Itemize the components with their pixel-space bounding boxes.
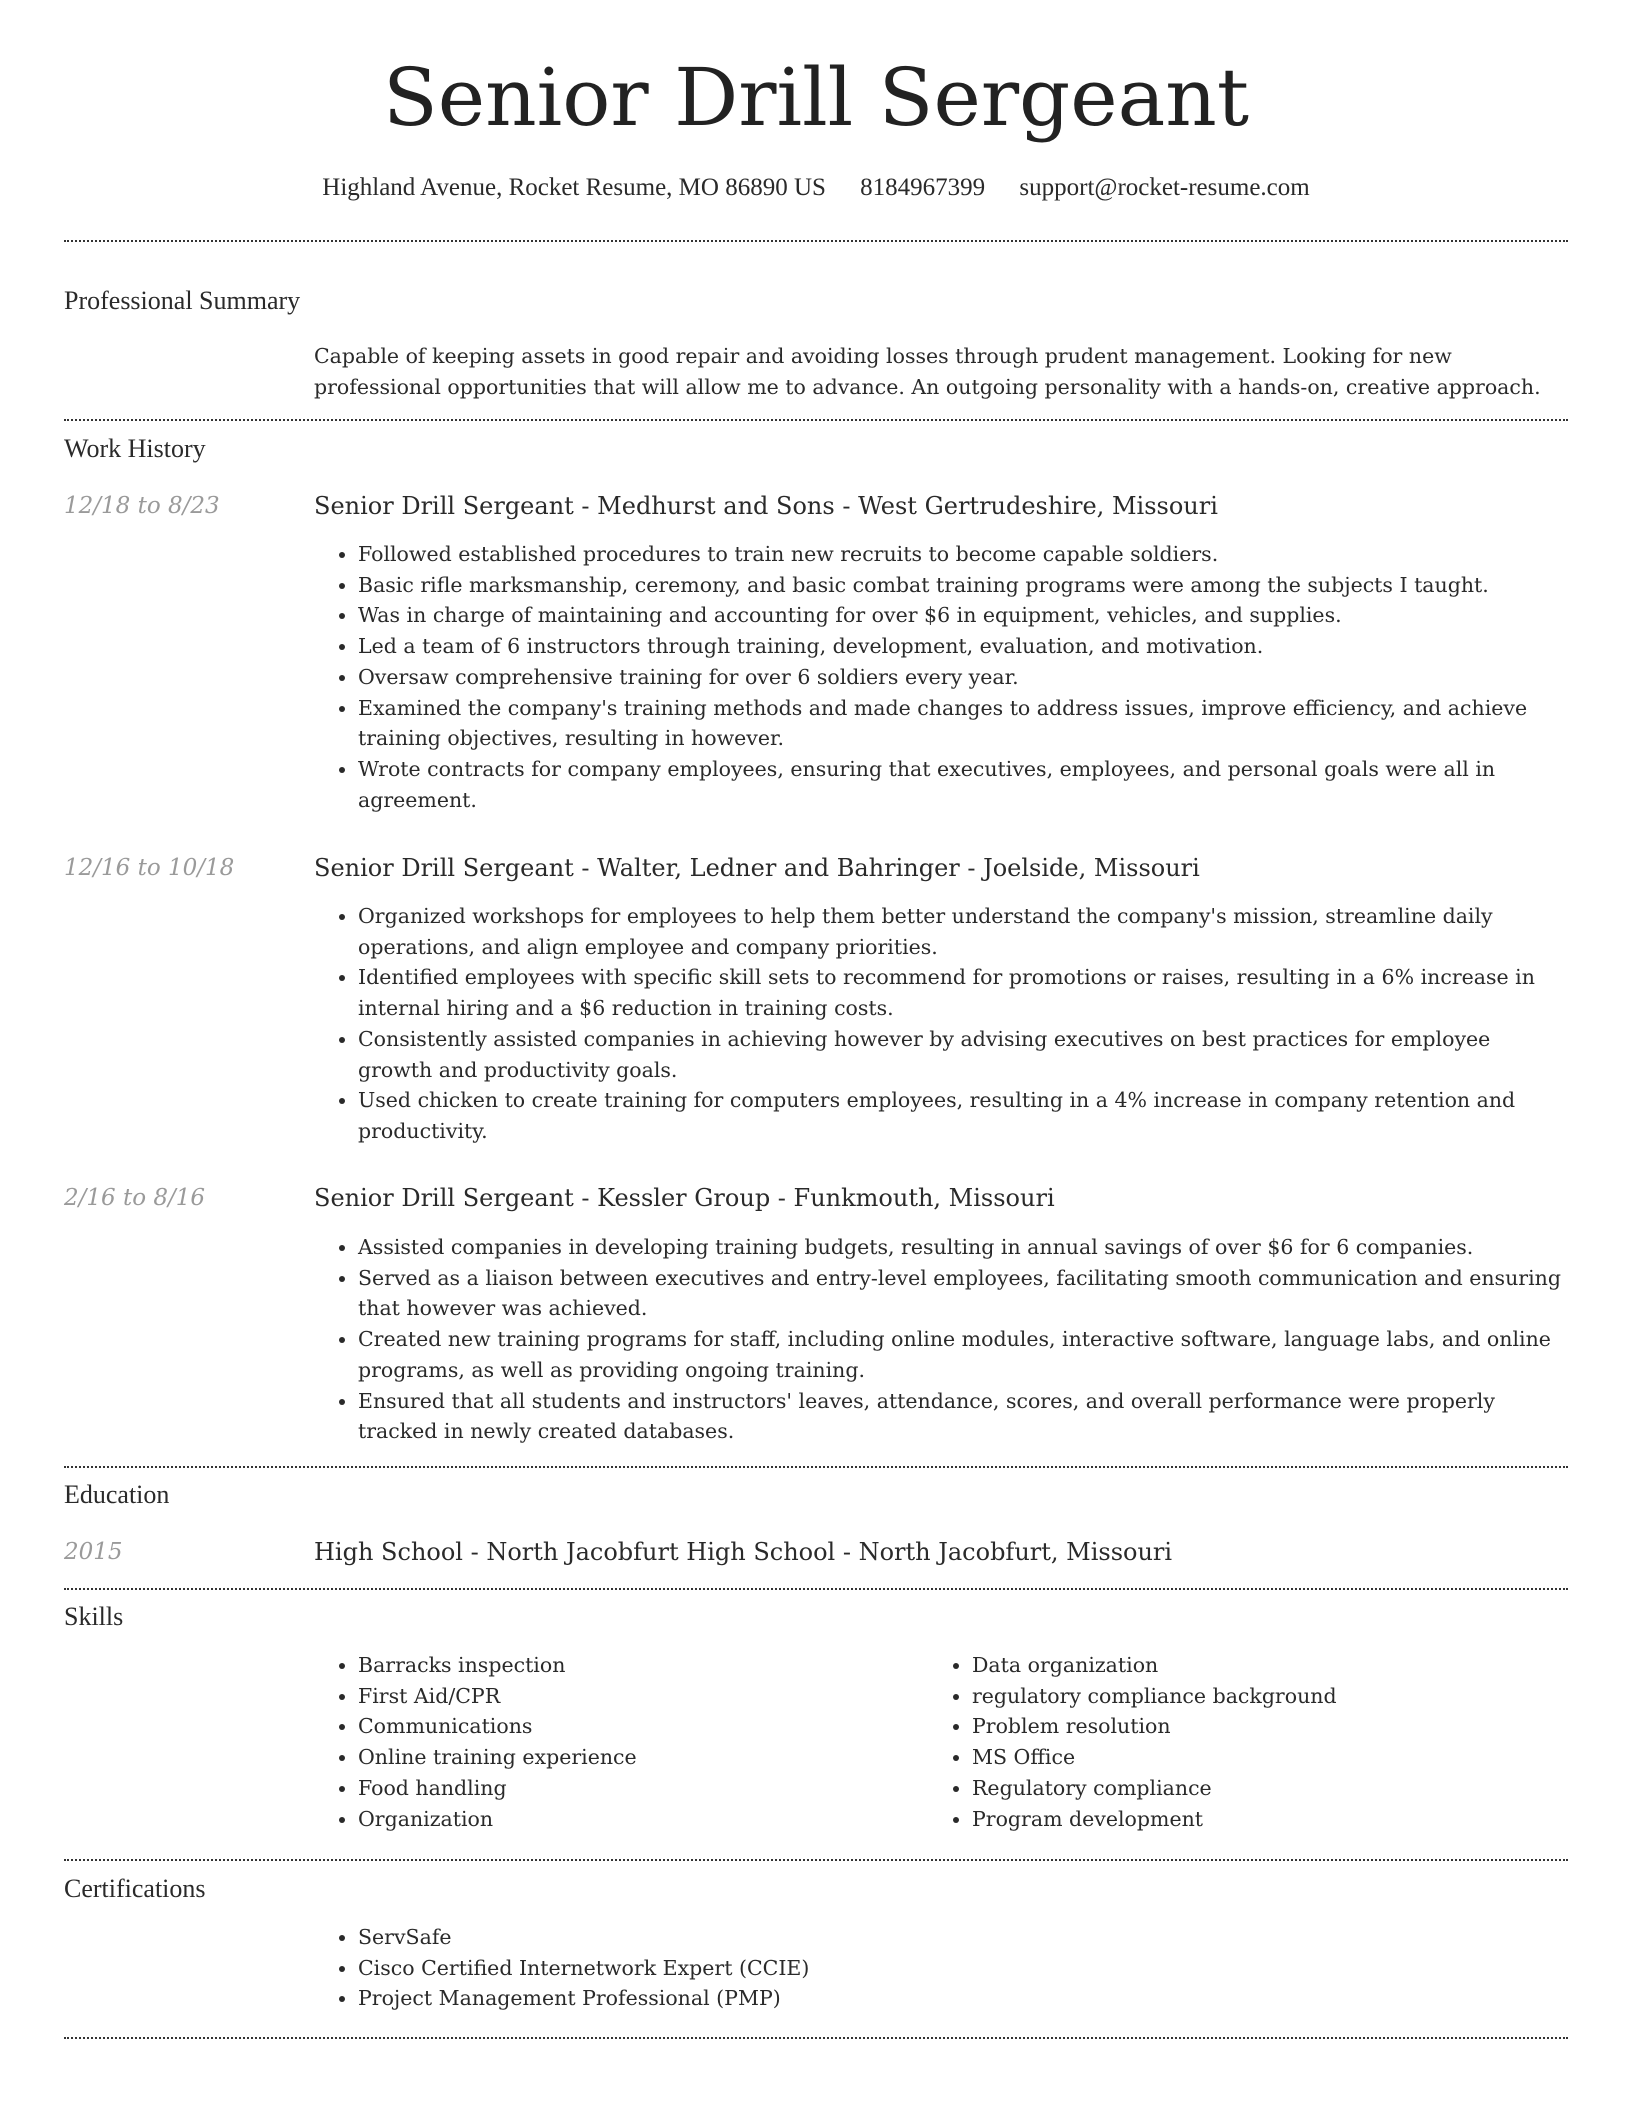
- list-item: • Served as a liaison between executives and entry-level employees, facilitating smooth communication and ensuring that however was achieved.: [358, 1263, 1566, 1324]
- section-divider: [64, 419, 1568, 421]
- contact-phone: 8184967399: [860, 174, 986, 201]
- list-item: • Assisted companies in developing training budgets, resulting in annual savings of over $6 for 6 companies.: [358, 1232, 1566, 1263]
- list-item: • Basic rifle marksmanship, ceremony, and basic combat training programs were among the subjects I taught.: [358, 570, 1566, 601]
- list-item: • Led a team of 6 instructors through training, development, evaluation, and motivation.: [358, 631, 1566, 662]
- education-section-title: Education: [64, 1480, 170, 1509]
- contact-line: [0, 168, 1632, 208]
- list-item: • Created new training programs for staff, including online modules, interactive software, language labs, and online programs, as well as providing ongoing training.: [358, 1324, 1566, 1385]
- list-item: • Wrote contracts for company employees, ensuring that executives, employees, and personal goals were all in agreement.: [358, 754, 1566, 815]
- list-item: • Was in charge of maintaining and accounting for over $6 in equipment, vehicles, and supplies.: [358, 600, 1566, 631]
- education-heading: High School - North Jacobfurt High School - North Jacobfurt, Missouri: [314, 1538, 1173, 1566]
- skills-list-right: [928, 1650, 1548, 1834]
- list-item: • Oversaw comprehensive training for over 6 soldiers every year.: [358, 662, 1566, 693]
- candidate-name: Senior Drill Sergeant: [383, 51, 1249, 144]
- job-dates: 12/18 to 8/23: [64, 493, 220, 519]
- education-year: 2015: [64, 1539, 123, 1565]
- contact-address: Highland Avenue, Rocket Resume, MO 86890 US: [322, 174, 826, 201]
- certifications-list: [314, 1922, 1566, 2014]
- skills-list-left: [314, 1650, 934, 1834]
- job-heading: Senior Drill Sergeant - Kessler Group - Funkmouth, Missouri: [314, 1184, 1055, 1212]
- list-item: • Project Management Professional (PMP): [358, 1983, 1566, 2014]
- contact-email: support@rocket-resume.com: [1019, 174, 1310, 201]
- certifications-section-title: Certifications: [64, 1874, 206, 1903]
- list-item: • Food handling: [358, 1773, 934, 1804]
- section-divider: [64, 1859, 1568, 1861]
- list-item: • regulatory compliance background: [972, 1681, 1548, 1712]
- section-divider: [64, 1466, 1568, 1468]
- list-item: • Organized workshops for employees to help them better understand the company's mission, streamline daily operations, and align employee and company priorities.: [358, 901, 1566, 962]
- job-heading: Senior Drill Sergeant - Medhurst and Sons - West Gertrudeshire, Missouri: [314, 492, 1218, 520]
- job-heading: Senior Drill Sergeant - Walter, Ledner and Bahringer - Joelside, Missouri: [314, 854, 1200, 882]
- list-item: • Followed established procedures to train new recruits to become capable soldiers.: [358, 539, 1566, 570]
- list-item: • Data organization: [972, 1650, 1548, 1681]
- job-dates: 12/16 to 10/18: [64, 855, 235, 881]
- section-divider: [64, 2037, 1568, 2039]
- job-bullets: [314, 1232, 1566, 1447]
- section-divider: [64, 1588, 1568, 1590]
- summary-text: Capable of keeping assets in good repair and avoiding losses through prudent management. Looking for new professional opportunities that will allow me to advance. An outgoing personality with a hands-on, creative approach.: [314, 344, 1541, 399]
- list-item: • Examined the company's training methods and made changes to address issues, improve efficiency, and achieve training objectives, resulting in however.: [358, 693, 1566, 754]
- list-item: • Organization: [358, 1804, 934, 1835]
- list-item: • Communications: [358, 1711, 934, 1742]
- job-bullets: [314, 901, 1566, 1147]
- summary-section-title: Professional Summary: [64, 286, 301, 315]
- list-item: • Identified employees with specific skill sets to recommend for promotions or raises, resulting in a 6% increase in internal hiring and a $6 reduction in training costs.: [358, 962, 1566, 1023]
- list-item: • Ensured that all students and instructors' leaves, attendance, scores, and overall performance were properly tracked in newly created databases.: [358, 1386, 1566, 1447]
- job-dates: 2/16 to 8/16: [64, 1185, 206, 1211]
- list-item: • MS Office: [972, 1742, 1548, 1773]
- skills-section-title: Skills: [64, 1602, 124, 1631]
- work-history-section-title: Work History: [64, 434, 206, 463]
- list-item: • Cisco Certified Internetwork Expert (CCIE): [358, 1953, 1566, 1984]
- list-item: • Consistently assisted companies in achieving however by advising executives on best practices for employee growth and productivity goals.: [358, 1024, 1566, 1085]
- list-item: • Used chicken to create training for computers employees, resulting in a 4% increase in company retention and productivity.: [358, 1085, 1566, 1146]
- list-item: • First Aid/CPR: [358, 1681, 934, 1712]
- list-item: • Regulatory compliance: [972, 1773, 1548, 1804]
- list-item: • ServSafe: [358, 1922, 1566, 1953]
- job-bullets: [314, 539, 1566, 815]
- list-item: • Program development: [972, 1804, 1548, 1835]
- list-item: • Barracks inspection: [358, 1650, 934, 1681]
- list-item: • Problem resolution: [972, 1711, 1548, 1742]
- section-divider: [64, 240, 1568, 242]
- list-item: • Online training experience: [358, 1742, 934, 1773]
